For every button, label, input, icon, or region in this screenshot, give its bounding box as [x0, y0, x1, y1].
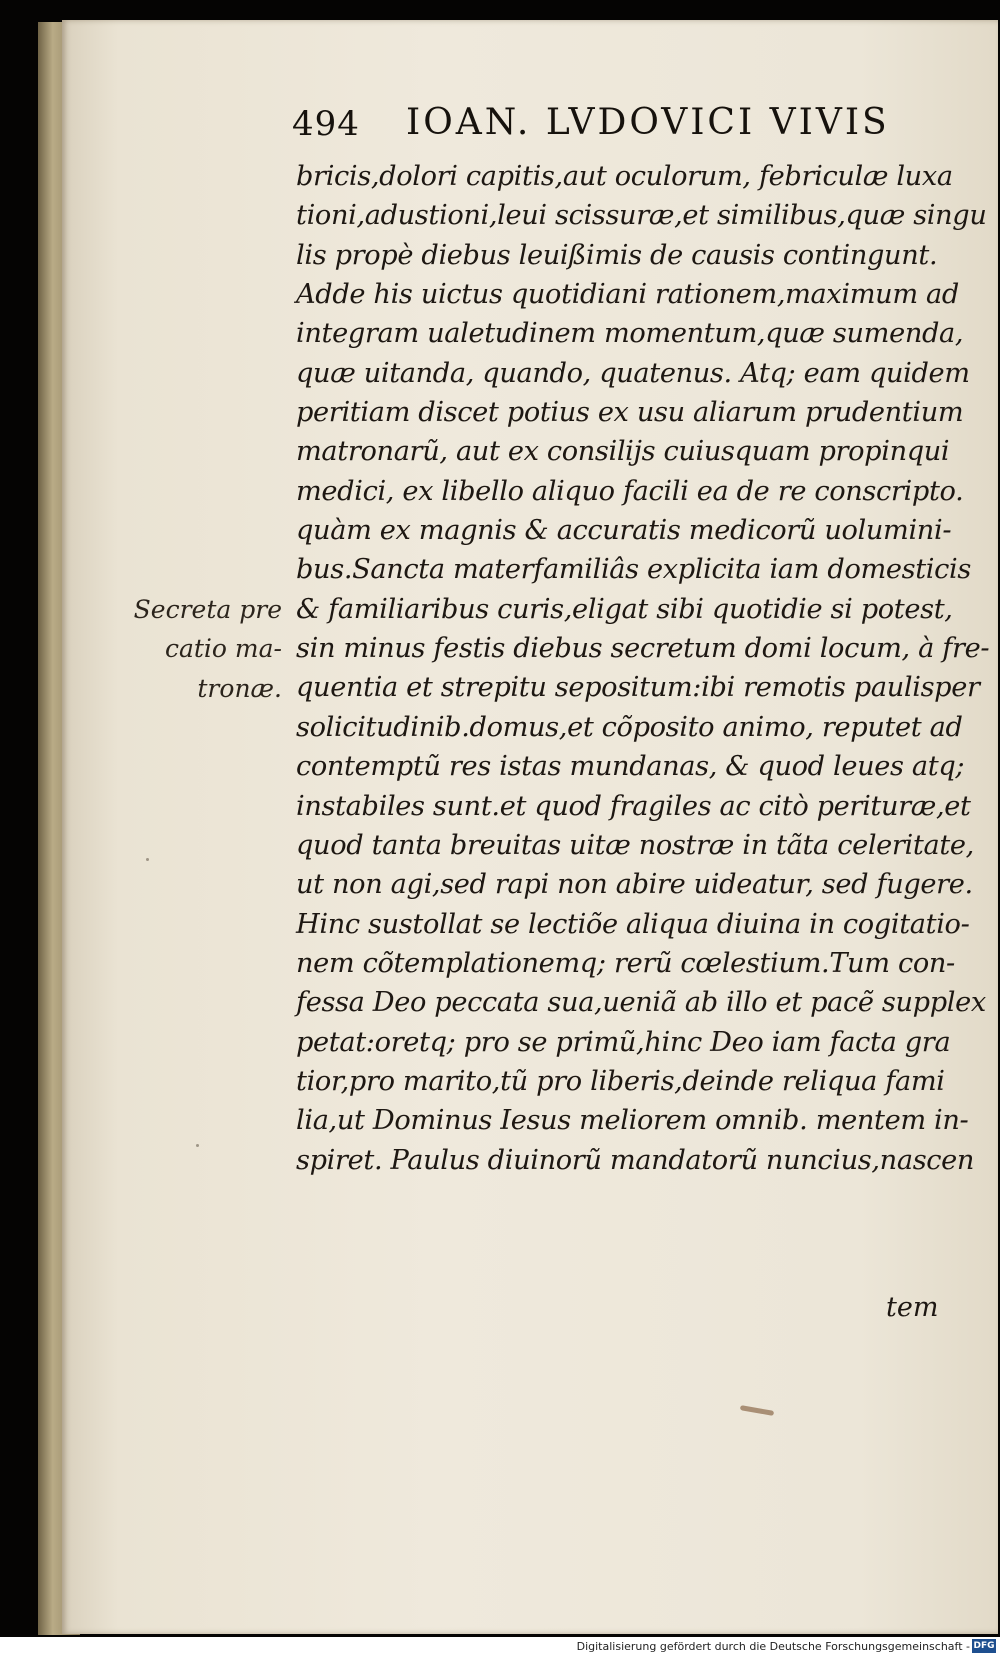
text-line: ut non agi,sed rapi non abire uideatur, sed fugere. [296, 869, 973, 901]
text-line: petat:oretq; pro se primũ,hinc Deo iam facta gra [296, 1026, 951, 1058]
funding-credit: Digitalisierung gefördert durch die Deutsche Forschungsgemeinschaft - [576, 1640, 970, 1653]
text-line: lia,ut Dominus Iesus meliorem omnib. mentem in- [296, 1105, 969, 1137]
marginal-note [120, 590, 282, 708]
text-line: tior,pro marito,tũ pro liberis,deinde reliqua fami [296, 1065, 945, 1097]
text-line: quàm ex magnis & accuratis medicorũ uolumini- [296, 515, 952, 547]
text-line: quæ uitanda, quando, quatenus. Atq; eam quidem [296, 357, 970, 389]
text-line: medici, ex libello aliquo facili ea de re conscripto. [296, 475, 964, 507]
text-line: tioni,adustioni,leui scissuræ,et similibus,quæ singu [296, 200, 987, 232]
text-line: bricis,dolori capitis,aut oculorum, febriculæ luxa [296, 161, 953, 192]
text-line: quentia et strepitu sepositum:ibi remotis paulisper [296, 672, 980, 704]
text-line: integram ualetudinem momentum,quæ sumenda, [296, 318, 964, 350]
running-title: IOAN. LVDOVICI VIVIS [406, 102, 890, 143]
text-line: spiret. Paulus diuinorũ mandatorũ nuncius,nascen [296, 1144, 975, 1176]
paper-speck [196, 1144, 199, 1147]
body-text [296, 157, 990, 1180]
page-header [292, 100, 892, 150]
marginal-note-line: Secreta pre [133, 595, 282, 624]
marginal-note-line: catio ma- [164, 634, 282, 664]
text-line: sin minus festis diebus secretum domi locum, à fre- [296, 633, 990, 665]
text-line: Adde his uictus quotidiani rationem,maximum ad [296, 279, 959, 311]
text-line: & familiaribus curis,eligat sibi quotidie si potest, [296, 593, 953, 625]
text-line: nem cõtemplationemq; rerũ cœlestium.Tum con- [296, 947, 955, 979]
text-line: instabiles sunt.et quod fragiles ac citò perituræ,et [296, 790, 971, 822]
text-line: solicitudinib.domus,et cõposito animo, reputet ad [296, 711, 963, 743]
paper-speck [146, 858, 149, 861]
dfg-logo: DFG [973, 1641, 995, 1651]
marginal-note-line: tronæ. [197, 673, 282, 703]
page-number: 494 [292, 104, 360, 144]
text-line: contemptũ res istas mundanas, & quod leues atq; [296, 751, 965, 783]
text-line: peritiam discet potius ex usu aliarum prudentium [296, 397, 964, 429]
text-line: bus.Sancta materfamiliâs explicita iam domesticis [296, 554, 971, 586]
catchword: tem [886, 1292, 939, 1323]
text-line: Hinc sustollat se lectiõe aliqua diuina in cogitatio- [296, 908, 970, 940]
text-line: lis propè diebus leuißimis de causis contingunt. [296, 239, 938, 271]
text-line: matronarũ, aut ex consilijs cuiusquam propinqui [296, 436, 950, 468]
footer-bar [0, 1638, 1000, 1659]
text-line: fessa Deo peccata sua,ueniã ab illo et pacẽ supplex [296, 987, 986, 1019]
text-line: quod tanta breuitas uitæ nostræ in tãta celeritate, [296, 829, 974, 861]
